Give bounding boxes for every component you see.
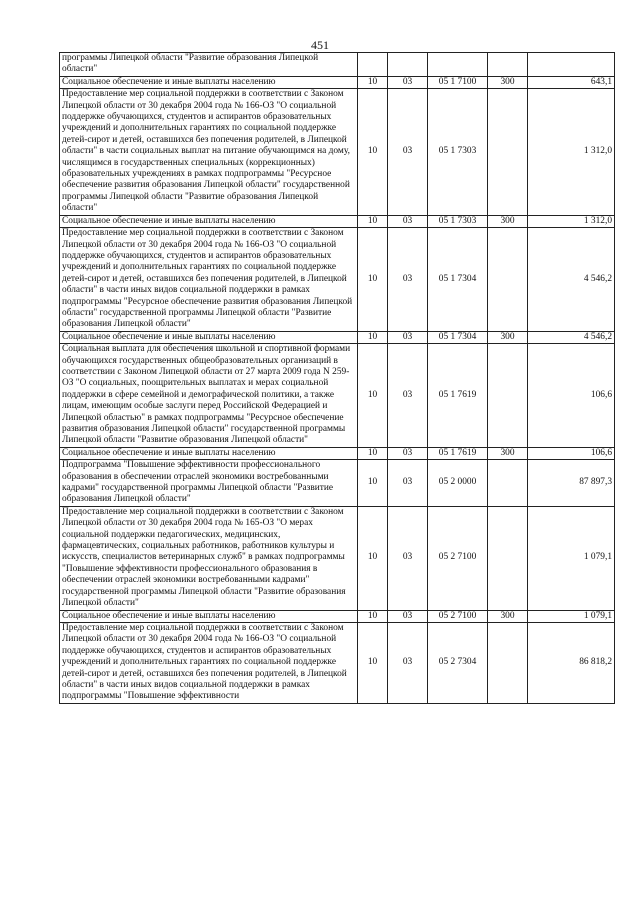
row-name-cell: Предоставление мер социальной поддержки в соответствии с Законом Липецкой области от 30 декабря 2004 года № 166-ОЗ "О социальной поддержке обучающихся, студентов и аспирантов образовательных учреждений и дополнительных гарантиях по социальной поддержке детей-сирот и детей, оставшихся без попечения родителей, в Липецкой области" в части иных видов социальной поддержки в рамках подпрограммы "Ресурсное обеспечение развития образования Липецкой области" государственной программы Липецкой области "Развитие образования Липецкой области" xyxy=(60,228,358,332)
row-subsection-cell: 03 xyxy=(388,331,428,343)
row-amount-cell: 87 897,3 xyxy=(528,460,615,507)
row-expense-type-cell: 300 xyxy=(488,331,528,343)
row-subsection-cell: 03 xyxy=(388,506,428,610)
row-target-article-cell: 05 1 7619 xyxy=(428,447,488,459)
row-name-cell: Социальное обеспечение и иные выплаты населению xyxy=(60,447,358,459)
row-subsection-cell: 03 xyxy=(388,447,428,459)
table-row xyxy=(60,506,615,610)
row-expense-type-cell xyxy=(488,460,528,507)
row-target-article-cell: 05 1 7303 xyxy=(428,89,488,215)
row-section-cell: 10 xyxy=(358,447,388,459)
table-row xyxy=(60,228,615,332)
row-amount-cell: 1 079,1 xyxy=(528,610,615,622)
row-target-article-cell: 05 2 7100 xyxy=(428,610,488,622)
row-target-article-cell: 05 1 7100 xyxy=(428,76,488,88)
page-number: 451 xyxy=(311,38,329,52)
row-name-cell: Предоставление мер социальной поддержки в соответствии с Законом Липецкой области от 30 декабря 2004 года № 166-ОЗ "О социальной поддержке обучающихся, студентов и аспирантов образовательных учреждений и дополнительных гарантиях по социальной поддержке детей-сирот и детей, оставшихся без попечения родителей, в Липецкой области" в части социальных выплат на питание обучающимся на дому, числящимся в государственных специальных (коррекционных) образовательных учреждениях в рамках подпрограммы "Ресурсное обеспечение развития образования Липецкой области" государственной программы Липецкой области "Развитие образования Липецкой области" xyxy=(60,89,358,215)
table-row xyxy=(60,53,615,77)
row-section-cell: 10 xyxy=(358,344,388,448)
row-target-article-cell: 05 1 7303 xyxy=(428,215,488,227)
row-name-cell: Предоставление мер социальной поддержки в соответствии с Законом Липецкой области от 30 декабря 2004 года № 165-ОЗ "О мерах социальной поддержки педагогических, медицинских, фармацевтических, социальных работников, работников культуры и искусств, специалистов ветеринарных служб" в рамках подпрограммы "Повышение эффективности профессионального образования в обеспечении отраслей экономики востребованными кадрами" государственной программы Липецкой области "Развитие образования Липецкой области" xyxy=(60,506,358,610)
row-target-article-cell: 05 2 0000 xyxy=(428,460,488,507)
row-name-cell: Социальное обеспечение и иные выплаты населению xyxy=(60,215,358,227)
row-expense-type-cell xyxy=(488,228,528,332)
row-subsection-cell: 03 xyxy=(388,460,428,507)
row-section-cell: 10 xyxy=(358,89,388,215)
row-subsection-cell: 03 xyxy=(388,76,428,88)
row-section-cell: 10 xyxy=(358,76,388,88)
row-section-cell: 10 xyxy=(358,460,388,507)
row-target-article-cell: 05 2 7304 xyxy=(428,622,488,703)
row-expense-type-cell xyxy=(488,506,528,610)
row-target-article-cell: 05 2 7100 xyxy=(428,506,488,610)
row-amount-cell: 106,6 xyxy=(528,447,615,459)
row-expense-type-cell: 300 xyxy=(488,76,528,88)
row-name-cell: Социальная выплата для обеспечения школьной и спортивной формами обучающихся государственных общеобразовательных организаций в соответствии с Законом Липецкой области от 27 марта 2009 года N 259-ОЗ "О социальных, поощрительных выплатах и мерах социальной поддержки в сфере семейной и демографической политики, а также лицам, имеющим особые заслуги перед Российской Федерацией и Липецкой областью" в рамках подпрограммы "Ресурсное обеспечение развития образования Липецкой области" государственной программы Липецкой области "Развитие образования Липецкой области" xyxy=(60,344,358,448)
table-row xyxy=(60,447,615,459)
table-row xyxy=(60,89,615,215)
row-section-cell: 10 xyxy=(358,610,388,622)
row-expense-type-cell: 300 xyxy=(488,447,528,459)
row-amount-cell: 1 312,0 xyxy=(528,89,615,215)
row-expense-type-cell: 300 xyxy=(488,610,528,622)
row-amount-cell xyxy=(528,53,615,77)
budget-table xyxy=(59,52,615,704)
row-subsection-cell: 03 xyxy=(388,89,428,215)
table-row xyxy=(60,460,615,507)
row-section-cell: 10 xyxy=(358,622,388,703)
table-row xyxy=(60,215,615,227)
row-section-cell: 10 xyxy=(358,331,388,343)
table-row xyxy=(60,331,615,343)
table-row xyxy=(60,76,615,88)
row-amount-cell: 1 079,1 xyxy=(528,506,615,610)
row-amount-cell: 86 818,2 xyxy=(528,622,615,703)
row-name-cell: Социальное обеспечение и иные выплаты населению xyxy=(60,331,358,343)
row-subsection-cell: 03 xyxy=(388,610,428,622)
row-section-cell xyxy=(358,53,388,77)
row-amount-cell: 1 312,0 xyxy=(528,215,615,227)
row-expense-type-cell: 300 xyxy=(488,215,528,227)
row-target-article-cell xyxy=(428,53,488,77)
row-name-cell: Социальное обеспечение и иные выплаты населению xyxy=(60,610,358,622)
row-expense-type-cell xyxy=(488,89,528,215)
row-subsection-cell: 03 xyxy=(388,622,428,703)
row-amount-cell: 4 546,2 xyxy=(528,331,615,343)
row-subsection-cell xyxy=(388,53,428,77)
row-subsection-cell: 03 xyxy=(388,215,428,227)
row-subsection-cell: 03 xyxy=(388,228,428,332)
row-name-cell: Социальное обеспечение и иные выплаты населению xyxy=(60,76,358,88)
row-section-cell: 10 xyxy=(358,215,388,227)
table-row xyxy=(60,344,615,448)
row-subsection-cell: 03 xyxy=(388,344,428,448)
row-amount-cell: 4 546,2 xyxy=(528,228,615,332)
row-section-cell: 10 xyxy=(358,506,388,610)
row-expense-type-cell xyxy=(488,53,528,77)
row-target-article-cell: 05 1 7619 xyxy=(428,344,488,448)
row-expense-type-cell xyxy=(488,622,528,703)
budget-table-body xyxy=(60,53,615,704)
table-row xyxy=(60,622,615,703)
row-name-cell: Подпрограмма "Повышение эффективности профессионального образования в обеспечении отраслей экономики востребованными кадрами" государственной программы Липецкой области "Развитие образования Липецкой области" xyxy=(60,460,358,507)
row-name-cell: Предоставление мер социальной поддержки в соответствии с Законом Липецкой области от 30 декабря 2004 года № 166-ОЗ "О социальной поддержке обучающихся, студентов и аспирантов образовательных учреждений и дополнительных гарантиях по социальной поддержке детей-сирот и детей, оставшихся без попечения родителей, в Липецкой области" в части иных видов социальной поддержки в рамках подпрограммы "Повышение эффективности xyxy=(60,622,358,703)
row-name-cell: программы Липецкой области "Развитие образования Липецкой области" xyxy=(60,53,358,77)
row-amount-cell: 643,1 xyxy=(528,76,615,88)
row-expense-type-cell xyxy=(488,344,528,448)
row-target-article-cell: 05 1 7304 xyxy=(428,228,488,332)
row-target-article-cell: 05 1 7304 xyxy=(428,331,488,343)
row-amount-cell: 106,6 xyxy=(528,344,615,448)
table-row xyxy=(60,610,615,622)
row-section-cell: 10 xyxy=(358,228,388,332)
